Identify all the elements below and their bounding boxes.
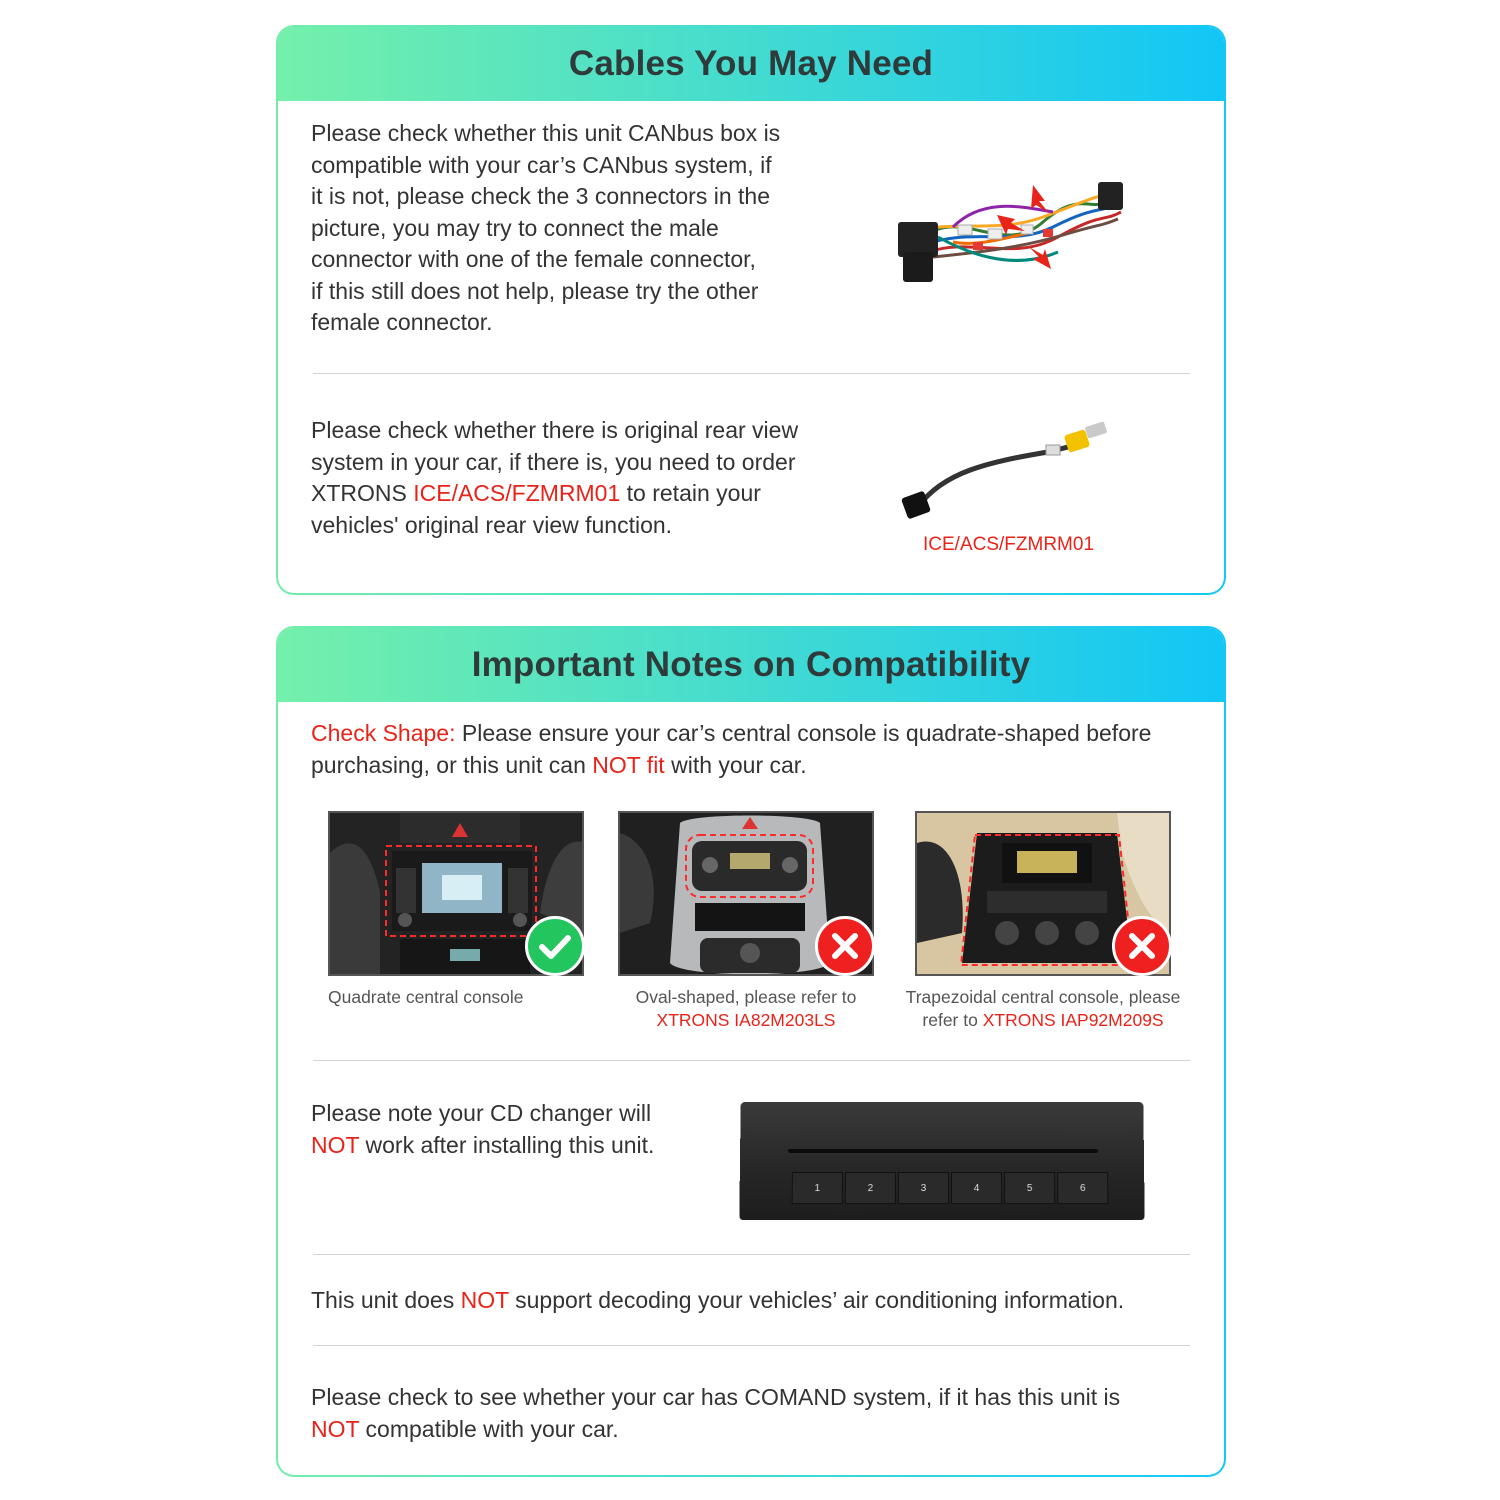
check-shape-paragraph: Check Shape: Please ensure your car’s central console is quadrate-shaped before purchasing, or this unit can NOT fit with your car.	[311, 720, 1152, 778]
cables-card-title: Cables You May Need	[568, 44, 934, 83]
cd-button: 3	[898, 1172, 949, 1204]
cd-button: 2	[845, 1172, 896, 1204]
rearview-cable-image	[898, 412, 1123, 527]
rearview-product-code: ICE/ACS/FZMRM01	[413, 480, 621, 506]
cross-icon-oval	[815, 916, 875, 976]
cd-button-row	[792, 1172, 1109, 1204]
comand-paragraph: Please check to see whether your car has COMAND system, if it has this unit is NOT compatible with your car.	[311, 1384, 1121, 1442]
notes-card-header	[278, 628, 1224, 702]
cd-button: 1	[792, 1172, 843, 1204]
console-caption-quadrate: Quadrate central console	[328, 987, 524, 1007]
console-caption-trapezoidal: Trapezoidal central console, please refer to XTRONS IAP92M209S	[905, 987, 1181, 1030]
trapezoidal-product-code: XTRONS IAP92M209S	[982, 1009, 1164, 1030]
cables-card	[276, 25, 1226, 595]
oval-product-code: XTRONS IA82M203LS	[656, 1009, 836, 1030]
check-shape-label: Check Shape:	[311, 720, 456, 746]
rearview-paragraph: Please check whether there is original rear view system in your car, if there is, you need to order XTRONS ICE/ACS/FZMRM01 to retain your vehicles' original rear view function.	[311, 417, 799, 538]
canbus-harness-image	[893, 167, 1128, 302]
canbus-paragraph: Please check whether this unit CANbus box is compatible with your car’s CANbus system, if it is not, please check the 3 connectors in the picture, you may try to connect the male connector with one of the female connector, if this still does not help, please try the other female connector.	[311, 120, 781, 335]
divider-1	[313, 373, 1190, 374]
divider-2	[313, 1060, 1190, 1061]
notes-card-title: Important Notes on Compatibility	[471, 645, 1031, 684]
divider-4	[313, 1345, 1190, 1346]
cd-button: 5	[1004, 1172, 1055, 1204]
cd-slot	[788, 1149, 1098, 1153]
cross-icon-trapezoidal	[1112, 916, 1172, 976]
cd-button: 4	[951, 1172, 1002, 1204]
cd-changer-image	[739, 1102, 1144, 1220]
cd-button: 6	[1057, 1172, 1108, 1204]
air-con-paragraph: This unit does NOT support decoding your vehicles’ air conditioning information.	[311, 1287, 1125, 1313]
divider-3	[313, 1254, 1190, 1255]
check-icon	[525, 916, 585, 976]
console-caption-oval: Oval-shaped, please refer to XTRONS IA82M203LS	[608, 986, 884, 1031]
rearview-image-caption: ICE/ACS/FZMRM01	[923, 534, 1095, 555]
cables-card-header	[278, 27, 1224, 101]
notes-card	[276, 626, 1226, 1477]
cd-changer-paragraph: Please note your CD changer will NOT work after installing this unit.	[311, 1100, 655, 1158]
